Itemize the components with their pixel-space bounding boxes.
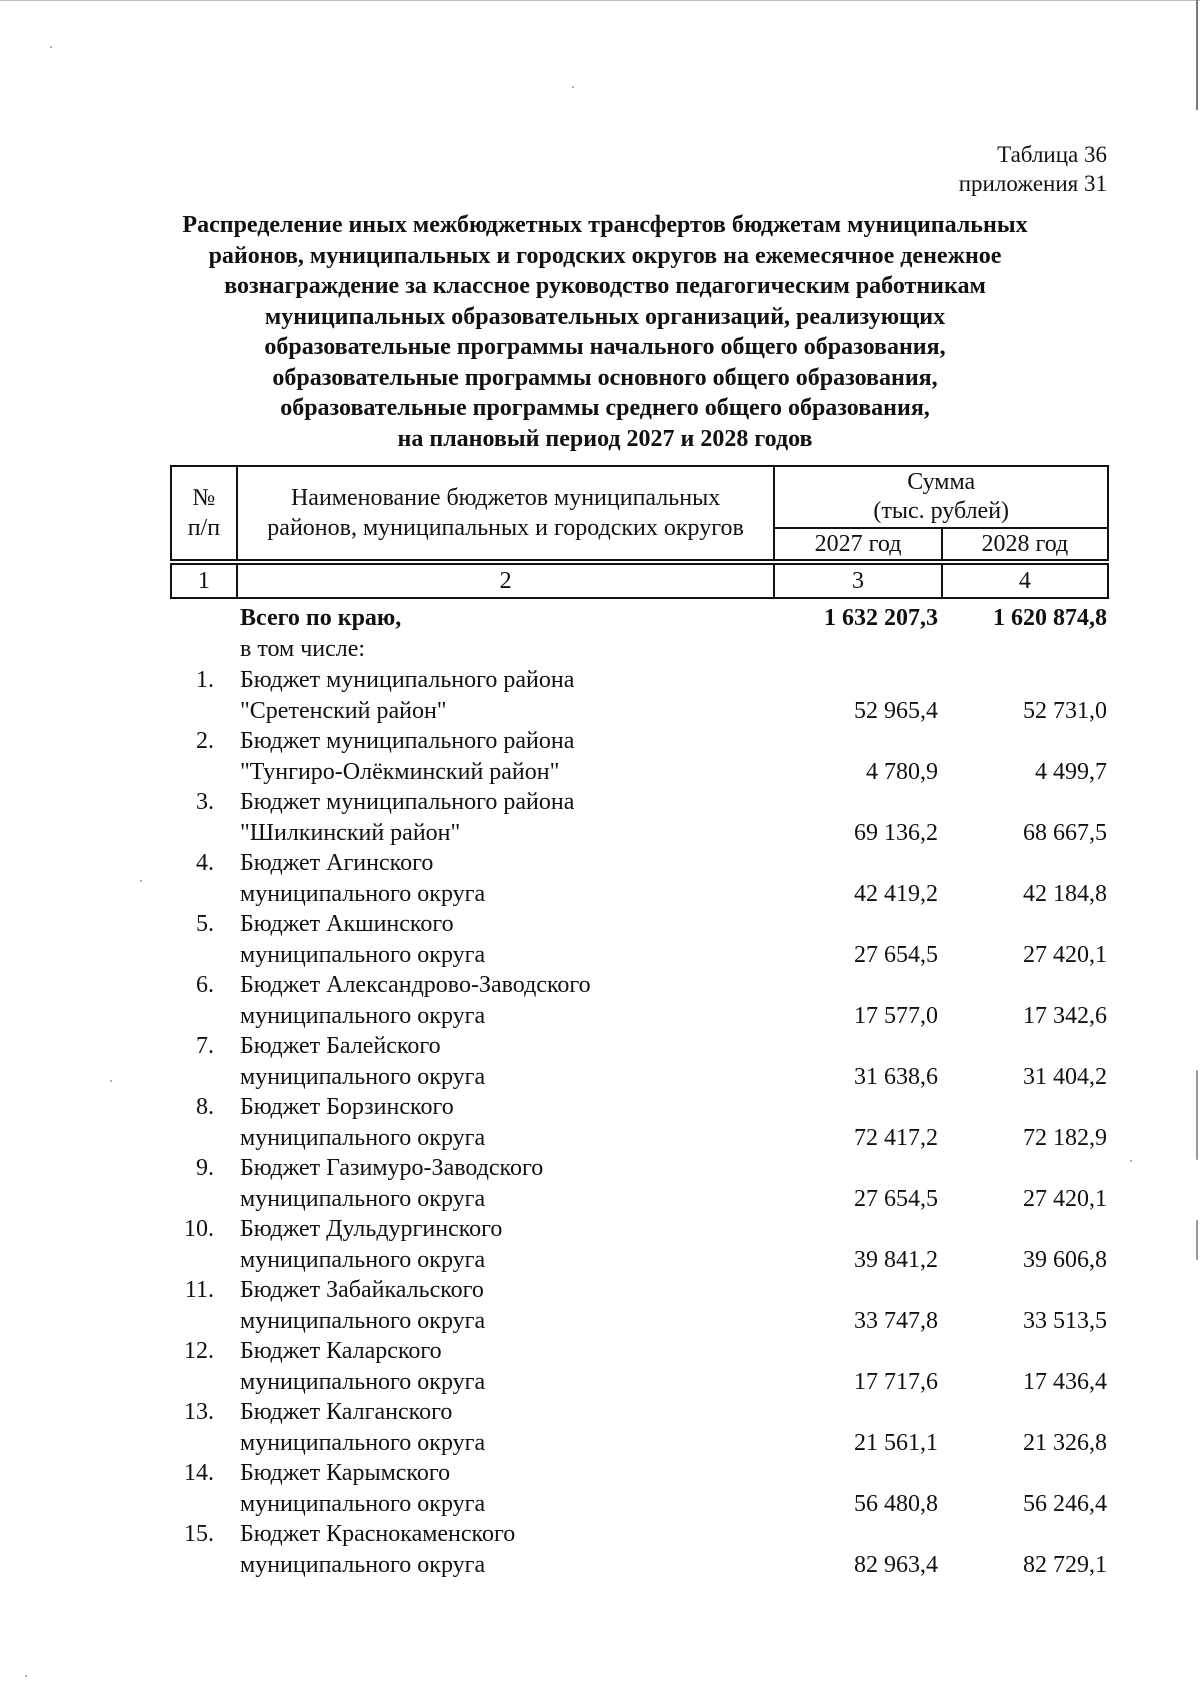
row-name-line: муниципального округа — [240, 1124, 486, 1151]
row-name-line: "Шилкинский район" — [240, 819, 461, 846]
total-label: Всего по краю, — [240, 605, 402, 631]
row-name-line: муниципального округа — [240, 1063, 486, 1090]
row-name-line: муниципального округа — [240, 941, 486, 968]
row-value-2027: 69 136,2 — [854, 819, 938, 846]
title-line: образовательные программы среднего общего образования, — [280, 395, 930, 421]
title-line: районов, муниципальных и городских округов на ежемесячное денежное — [208, 242, 1002, 269]
row-number: 9. — [196, 1155, 214, 1181]
row-name-line: Бюджет Карымского — [240, 1460, 451, 1486]
row-value-2027: 82 963,4 — [854, 1551, 938, 1578]
row-name-line: Бюджет Каларского — [240, 1338, 442, 1364]
row-name-line: муниципального округа — [240, 1429, 486, 1456]
row-name-line: муниципального округа — [240, 1551, 486, 1578]
total-2028: 1 620 874,8 — [993, 605, 1107, 631]
table-number: Таблица 36 — [997, 142, 1107, 167]
row-name — [240, 1214, 800, 1275]
row-name — [240, 1153, 800, 1214]
title-line: муниципальных образовательных организаций, реализующих — [264, 303, 946, 330]
column-number: 4 — [942, 564, 1108, 598]
row-value-2028: 39 606,8 — [1023, 1246, 1107, 1273]
title-line: вознаграждение за классное руководство педагогическим работникам — [224, 273, 986, 299]
row-name-line: Бюджет Калганского — [240, 1399, 453, 1425]
column-number: 1 — [171, 564, 237, 598]
appendix-number: приложения 31 — [958, 171, 1107, 196]
row-value-2028: 27 420,1 — [1023, 1185, 1107, 1212]
header-year-2028: 2028 год — [942, 528, 1108, 560]
row-name — [240, 1092, 800, 1153]
row-name-line: муниципального округа — [240, 1246, 486, 1273]
row-name-line: Бюджет Краснокаменского — [240, 1521, 516, 1547]
row-name-line: Бюджет Забайкальского — [240, 1277, 484, 1303]
row-value-2027: 42 419,2 — [854, 880, 938, 907]
row-name-line: муниципального округа — [240, 1490, 486, 1517]
row-value-2028: 17 436,4 — [1023, 1368, 1107, 1395]
row-name-line: "Сретенский район" — [240, 697, 447, 724]
row-value-2028: 42 184,8 — [1023, 880, 1107, 907]
row-number: 14. — [184, 1460, 214, 1486]
header-year-2027: 2027 год — [774, 528, 941, 560]
row-number: 10. — [184, 1216, 214, 1242]
scan-speck — [1130, 1160, 1132, 1162]
row-name-line: Бюджет Балейского — [240, 1033, 441, 1059]
row-value-2027: 52 965,4 — [854, 697, 938, 724]
row-name-line: Бюджет Борзинского — [240, 1094, 454, 1120]
header-name-cell: Наименование бюджетов муниципальных районов, муниципальных и городских округов — [237, 466, 775, 560]
row-name — [240, 970, 800, 1031]
scan-speck — [110, 1080, 112, 1082]
row-number: 8. — [196, 1094, 214, 1120]
row-value-2028: 21 326,8 — [1023, 1429, 1107, 1456]
row-name-line: Бюджет Акшинского — [240, 911, 454, 937]
row-value-2027: 27 654,5 — [854, 1185, 938, 1212]
row-name-line: муниципального округа — [240, 1307, 486, 1334]
including-label: в том числе: — [240, 636, 366, 662]
row-name-line: муниципального округа — [240, 1002, 486, 1029]
scan-top-border — [0, 0, 1200, 1]
row-number: 3. — [196, 789, 214, 815]
row-value-2028: 52 731,0 — [1023, 697, 1107, 724]
row-number: 15. — [184, 1521, 214, 1547]
row-value-2027: 17 577,0 — [854, 1002, 938, 1029]
row-name — [240, 1336, 800, 1397]
row-name — [240, 1031, 800, 1092]
row-value-2027: 72 417,2 — [854, 1124, 938, 1151]
row-value-2028: 82 729,1 — [1023, 1551, 1107, 1578]
row-number: 1. — [196, 667, 214, 693]
row-name-line: Бюджет муниципального района — [240, 789, 575, 815]
row-name — [240, 1458, 800, 1519]
row-name-line: Бюджет Александрово-Заводского — [240, 972, 591, 998]
row-number: 11. — [184, 1277, 214, 1303]
scan-speck — [572, 86, 574, 88]
row-name-line: муниципального округа — [240, 880, 486, 907]
row-name — [240, 848, 800, 909]
row-value-2028: 33 513,5 — [1023, 1307, 1107, 1334]
document-title — [140, 210, 1070, 454]
row-number: 13. — [184, 1399, 214, 1425]
row-number: 2. — [196, 728, 214, 754]
scan-right-edge — [1196, 0, 1198, 110]
total-2027: 1 632 207,3 — [824, 605, 938, 631]
row-value-2027: 27 654,5 — [854, 941, 938, 968]
header-sum-cell: Сумма (тыс. рублей) — [774, 466, 1108, 528]
row-name-line: Бюджет муниципального района — [240, 728, 575, 754]
row-number: 5. — [196, 911, 214, 937]
table-header — [170, 465, 1109, 599]
row-name — [240, 1397, 800, 1458]
row-value-2027: 33 747,8 — [854, 1307, 938, 1334]
scan-speck — [140, 880, 142, 882]
row-value-2027: 4 780,9 — [866, 758, 938, 785]
row-value-2028: 4 499,7 — [1035, 758, 1107, 785]
row-value-2027: 31 638,6 — [854, 1063, 938, 1090]
scan-speck — [25, 1675, 27, 1677]
row-number: 7. — [196, 1033, 214, 1059]
row-name-line: муниципального округа — [240, 1368, 486, 1395]
row-name — [240, 726, 800, 787]
scan-edge-mark — [1196, 1220, 1198, 1260]
row-value-2028: 72 182,9 — [1023, 1124, 1107, 1151]
title-line: образовательные программы основного общего образования, — [272, 364, 938, 391]
row-value-2028: 56 246,4 — [1023, 1490, 1107, 1517]
row-value-2027: 39 841,2 — [854, 1246, 938, 1273]
row-value-2028: 17 342,6 — [1023, 1002, 1107, 1029]
row-name-line: "Тунгиро-Олёкминский район" — [240, 758, 560, 785]
row-name-line: Бюджет муниципального района — [240, 667, 575, 693]
row-name-line: Бюджет Агинского — [240, 850, 434, 876]
header-num-cell: № п/п — [171, 466, 237, 560]
row-value-2028: 31 404,2 — [1023, 1063, 1107, 1090]
title-line: образовательные программы начального общего образования, — [264, 334, 946, 360]
row-name-line: Бюджет Дульдургинского — [240, 1216, 503, 1242]
row-value-2028: 27 420,1 — [1023, 941, 1107, 968]
row-name-line: Бюджет Газимуро-Заводского — [240, 1155, 544, 1181]
row-name — [240, 1275, 800, 1336]
row-value-2028: 68 667,5 — [1023, 819, 1107, 846]
row-name — [240, 787, 800, 848]
row-name-line: муниципального округа — [240, 1185, 486, 1212]
title-line: Распределение иных межбюджетных трансфертов бюджетам муниципальных — [182, 212, 1028, 238]
title-line: на плановый период 2027 и 2028 годов — [397, 425, 813, 452]
row-name — [240, 909, 800, 970]
row-name — [240, 1519, 800, 1580]
row-number: 4. — [196, 850, 214, 876]
row-name — [240, 665, 800, 726]
scan-edge-mark — [1196, 1070, 1198, 1160]
column-number: 3 — [774, 564, 941, 598]
table-caption — [959, 140, 1107, 198]
row-value-2027: 17 717,6 — [854, 1368, 938, 1395]
row-value-2027: 21 561,1 — [854, 1429, 938, 1456]
row-number: 12. — [184, 1338, 214, 1364]
row-number: 6. — [196, 972, 214, 998]
column-number: 2 — [237, 564, 775, 598]
row-value-2027: 56 480,8 — [854, 1490, 938, 1517]
scan-speck — [50, 46, 52, 48]
